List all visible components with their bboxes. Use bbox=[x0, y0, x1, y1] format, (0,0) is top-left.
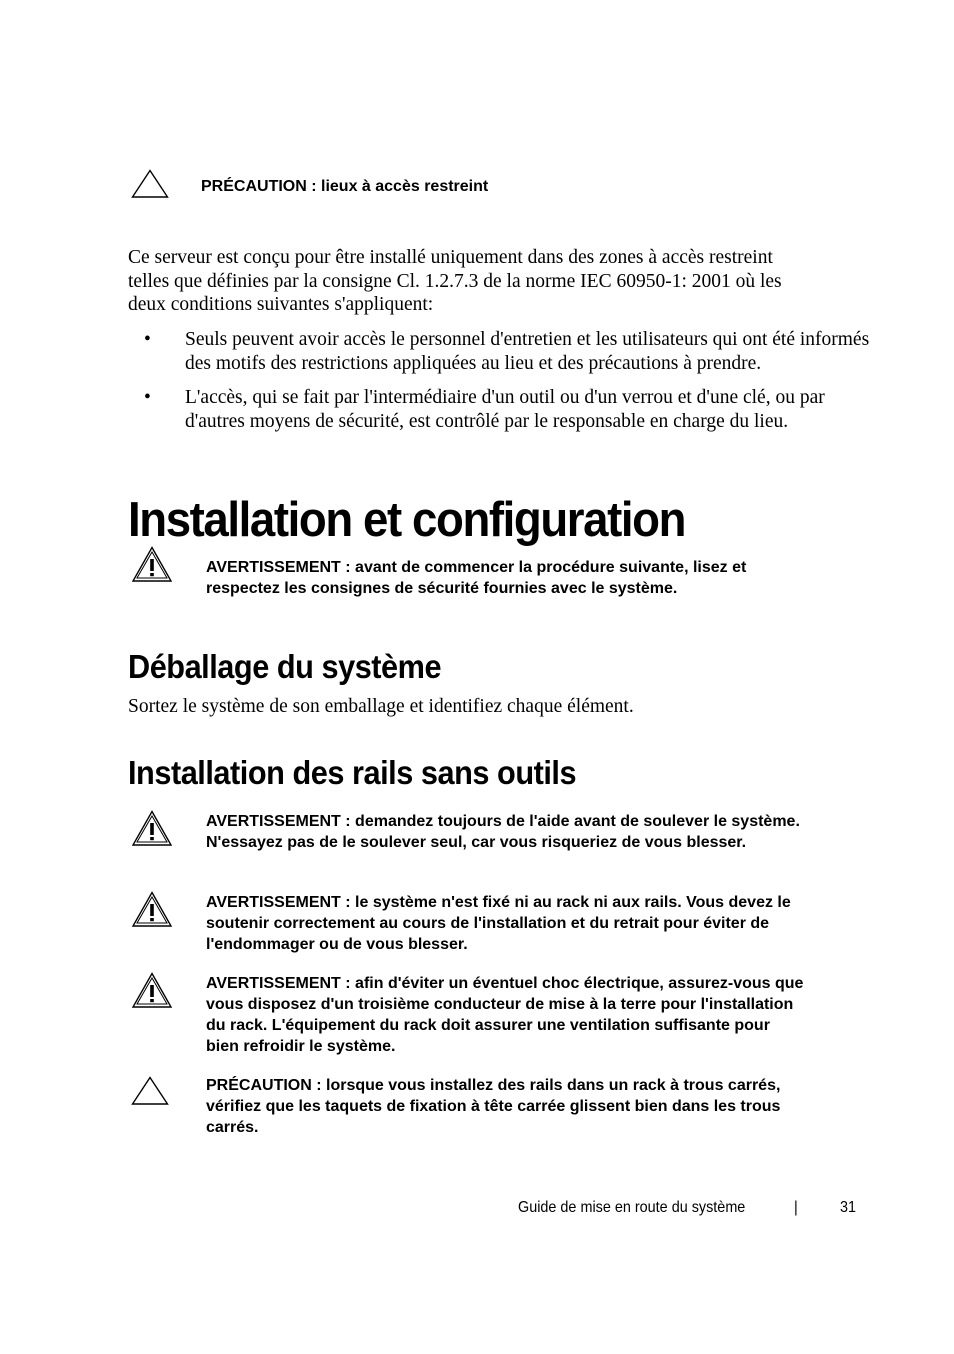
unpacking-paragraph: Sortez le système de son emballage et identifiez chaque élément. bbox=[128, 696, 634, 717]
warning-electrical-text: AVERTISSEMENT : afin d'éviter un éventuel choc électrique, assurez-vous que vous disposez d'un troisième conducteur de mise à la terre pour l'installation du rack. L'équipement du rack doit assurer une ventilation suffisante pour bien refroidir le système. bbox=[206, 975, 804, 1055]
page-number: 31 bbox=[840, 1199, 857, 1216]
list-item bbox=[128, 328, 878, 375]
warning-support-text: AVERTISSEMENT : le système n'est fixé ni au rack ni aux rails. Vous devez le soutenir correctement au cours de l'installation et du retrait pour éviter de l'endommager ou de vous blesser. bbox=[206, 894, 791, 953]
intro-paragraph: Ce serveur est conçu pour être installé uniquement dans des zones à accès restreint telles que définies par la consigne Cl. 1.2.7.3 de la norme IEC 60950-1: 2001 où les deux conditions suivantes s'appliquent: bbox=[128, 247, 782, 315]
warning-exclamation-triangle-icon bbox=[131, 810, 173, 847]
section-heading-unpacking: Déballage du système bbox=[128, 648, 442, 685]
bullet-icon: • bbox=[144, 387, 151, 408]
warning-intro-text: AVERTISSEMENT : avant de commencer la procédure suivante, lisez et respectez les consignes de sécurité fournies avec le système. bbox=[206, 559, 747, 597]
list-item-text: Seuls peuvent avoir accès le personnel d'entretien et les utilisateurs qui ont été informés des motifs des restrictions appliquées au lieu et des précautions à prendre. bbox=[185, 329, 870, 374]
list-item-text: L'accès, qui se fait par l'intermédiaire d'un outil ou d'un verrou et d'une clé, ou par d'autres moyens de sécurité, est contrôlé par le responsable en charge du lieu. bbox=[185, 387, 825, 432]
footer-guide-title: Guide de mise en route du système bbox=[518, 1199, 746, 1216]
list-item bbox=[128, 386, 878, 433]
page-title: Installation et configuration bbox=[128, 493, 686, 547]
caution-triangle-icon bbox=[131, 1076, 169, 1106]
caution-triangle-icon bbox=[131, 169, 169, 199]
section-heading-rails: Installation des rails sans outils bbox=[128, 754, 577, 791]
warning-lifting-text: AVERTISSEMENT : demandez toujours de l'aide avant de soulever le système. N'essayez pas de le soulever seul, car vous risqueriez de vous blesser. bbox=[206, 813, 800, 851]
warning-exclamation-triangle-icon bbox=[131, 891, 173, 928]
caution-square-holes-text: PRÉCAUTION : lorsque vous installez des rails dans un rack à trous carrés, vérifiez que les taquets de fixation à tête carrée glissent bien dans les trous carrés. bbox=[206, 1077, 781, 1136]
warning-exclamation-triangle-icon bbox=[131, 546, 173, 583]
conditions-list bbox=[128, 328, 878, 444]
bullet-icon: • bbox=[144, 329, 151, 350]
footer-separator: | bbox=[794, 1199, 798, 1216]
warning-exclamation-triangle-icon bbox=[131, 972, 173, 1009]
caution-restricted-text: PRÉCAUTION : lieux à accès restreint bbox=[201, 178, 489, 195]
